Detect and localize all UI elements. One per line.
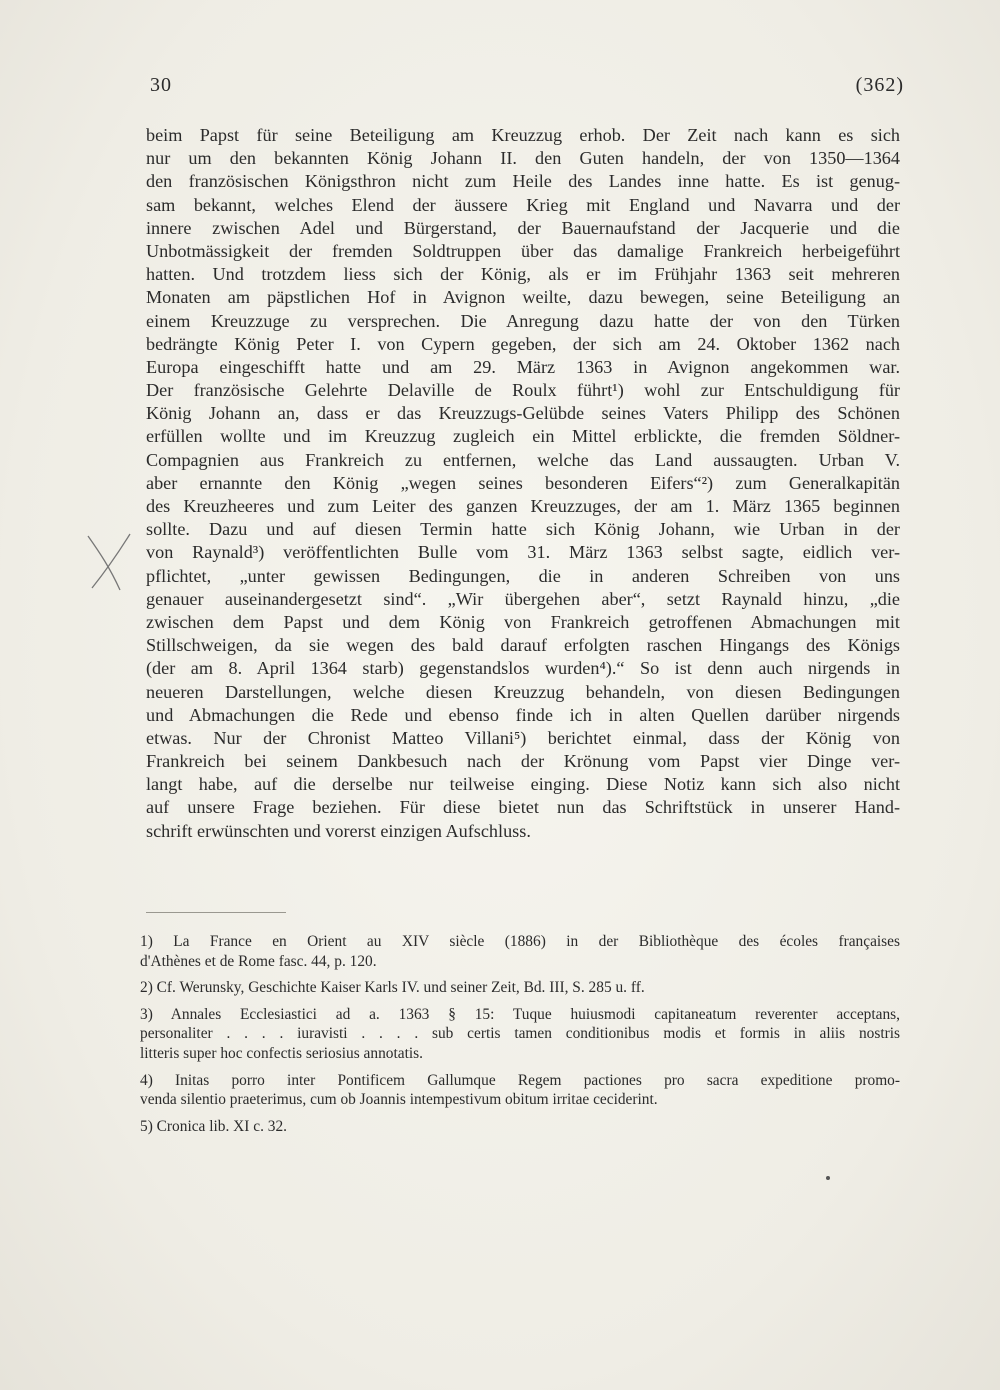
original-page-number: (362) [855,74,904,96]
body-line: Stillschweigen, da sie wegen des bald darauf erfolgten raschen Hingangs des Königs [146,635,900,656]
handwritten-cross-mark [80,528,140,598]
footnote-line: 3) Annales Ecclesiastici ad a. 1363 § 15: Tuque huiusmodi capitaneatum reverenter acceptans, [140,1005,900,1023]
body-line: Monaten am päpstlichen Hof in Avignon weilte, dazu bewegen, seine Beteiligung an [146,287,900,308]
footnote [140,932,900,971]
body-line: einem Kreuzzuge zu versprechen. Die Anregung dazu hatte der von den Türken [146,310,900,331]
footnote-separator [146,912,286,913]
footnote-line: personaliter . . . . iuravisti . . . . sub certis tamen conditionibus modis et formis in aliis nostris [140,1025,900,1043]
body-line: sollte. Dazu und auf diesen Termin hatte sich König Johann, wie Urban in der [146,519,900,540]
body-line: auf unsere Frage beziehen. Für diese bietet nun das Schriftstück in unserer Hand- [146,797,900,818]
body-line: neueren Darstellungen, welche diesen Kreuzzug behandeln, von diesen Bedingungen [146,681,900,702]
body-line: nur um den bekannten König Johann II. den Guten handeln, der von 1350—1364 [146,148,900,169]
body-line: Unbotmässigkeit der fremden Soldtruppen über das damalige Frankreich herbeigeführt [146,240,900,261]
footnote-line: venda silentio praeterimus, cum ob Joannis intempestivum obitum irritae ceciderint. [140,1091,658,1109]
footnote-line: 5) Cronica lib. XI c. 32. [140,1117,288,1135]
body-line: beim Papst für seine Beteiligung am Kreuzzug erhob. Der Zeit nach kann es sich [146,125,900,145]
body-line: des Kreuzheeres und zum Leiter des ganzen Kreuzzuges, der am 1. März 1365 beginnen [146,496,900,516]
body-line: innere zwischen Adel und Bürgerstand, der Bauernaufstand der Jacquerie und die [146,217,900,238]
footnote-line: 4) Initas porro inter Pontificem Gallumque Regem pactiones pro sacra expeditione promo- [140,1071,900,1089]
body-line: den französischen Königsthron nicht zum Heile des Landes inne hatte. Es ist genug- [146,171,900,192]
footnote [140,1117,900,1137]
body-text [146,124,900,843]
footnote-line: d'Athènes et de Rome fasc. 44, p. 120. [140,952,377,970]
page-number: 30 [150,74,172,96]
body-line: erfüllen wollte und im Kreuzzug zugleich ein Mittel erblickte, die fremden Söldner- [146,426,900,447]
footnote-line: 2) Cf. Werunsky, Geschichte Kaiser Karls IV. und seiner Zeit, Bd. III, S. 285 u. ff. [140,979,645,997]
footnote [140,1005,900,1064]
scan-speck [826,1176,830,1180]
footnote-line: 1) La France en Orient au XIV siècle (1886) in der Bibliothèque des écoles françaises [140,933,900,950]
body-line: aber ernannte den König „wegen seines besonderen Eifers“²) zum Generalkapitän [146,472,900,493]
body-line: sam bekannt, welches Elend der äussere Krieg mit England und Navarra und der [146,194,900,215]
body-line: bedrängte König Peter I. von Cypern gegeben, der sich am 24. Oktober 1362 nach [146,333,900,354]
footnotes [140,932,900,1136]
body-line: Frankreich bei seinem Dankbesuch nach der Krönung vom Papst vier Dinge ver- [146,751,900,772]
body-line: etwas. Nur der Chronist Matteo Villani⁵) berichtet einmal, dass der König von [146,727,900,748]
body-line: und Abmachungen die Rede und ebenso finde ich in alten Quellen darüber nirgends [146,704,900,725]
body-line: schrift erwünschten und vorerst einzigen Aufschluss. [146,820,531,841]
body-line: genauer auseinandergesetzt sind“. „Wir übergehen aber“, setzt Raynald hinzu, „die [146,588,900,609]
body-line: Europa eingeschifft hatte und am 29. März 1363 in Avignon angekommen war. [146,356,900,377]
body-line: langt habe, auf die derselbe nur teilweise einging. Diese Notiz kann sich also nicht [146,774,900,795]
body-line: pflichtet, „unter gewissen Bedingungen, die in anderen Schreiben von uns [146,565,900,586]
body-line: Der französische Gelehrte Delaville de Roulx führt¹) wohl zur Entschuldigung für [146,380,900,401]
body-line: von Raynald³) veröffentlichten Bulle vom 31. März 1363 selbst sagte, eidlich ver- [146,542,900,563]
body-line: König Johann an, dass er das Kreuzzugs-Gelübde seines Vaters Philipp des Schönen [146,403,900,424]
footnote [140,978,900,998]
footnote [140,1071,900,1110]
footnote-line: litteris super hoc confectis seriosius annotatis. [140,1044,423,1062]
body-line: hatten. Und trotzdem liess sich der König, als er im Frühjahr 1363 seit mehreren [146,264,900,285]
body-line: Compagnien aus Frankreich zu entfernen, welche das Land aussaugten. Urban V. [146,449,900,470]
body-line: (der am 8. April 1364 starb) gegenstandslos wurden⁴).“ So ist denn auch nirgends in [146,658,900,679]
body-line: zwischen dem Papst und dem König von Frankreich getroffenen Abmachungen mit [146,611,900,632]
